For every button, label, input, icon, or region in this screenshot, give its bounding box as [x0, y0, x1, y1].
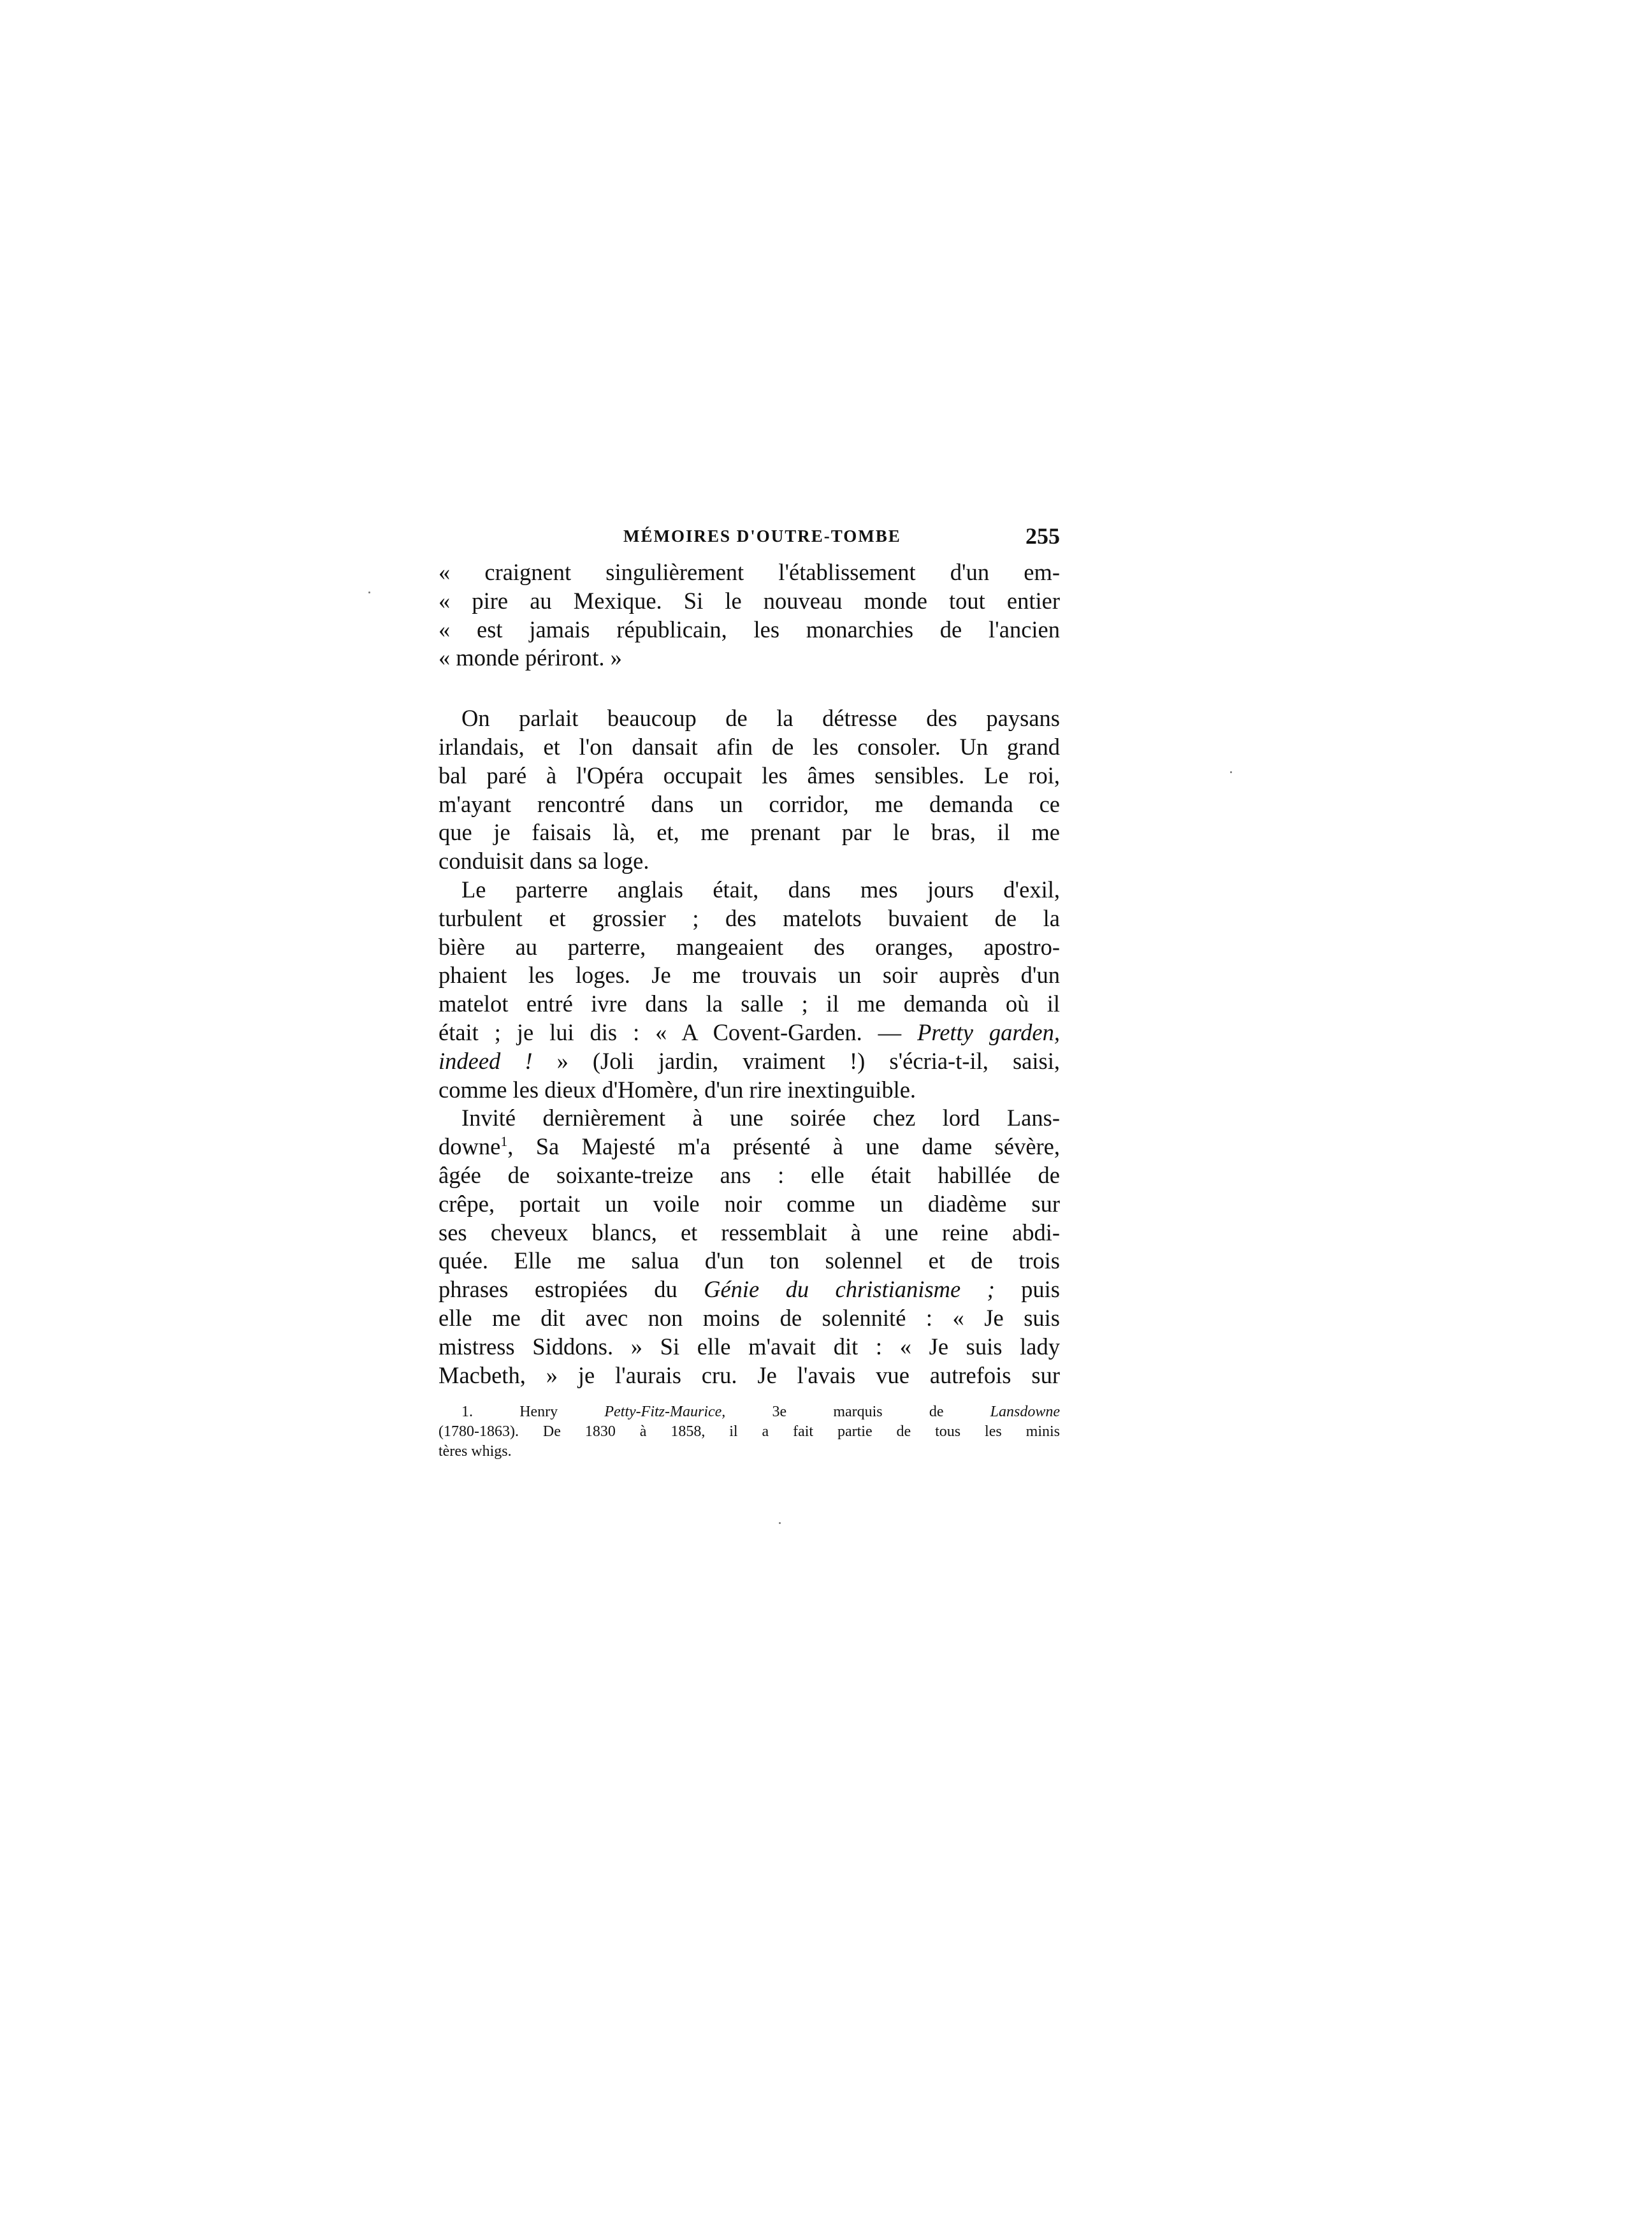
italic-phrase: Génie du christianisme ; [704, 1276, 995, 1303]
text-line: Invité dernièrement à une soirée chez lord Lans- [461, 1105, 1060, 1131]
text-segment: » (Joli jardin, vraiment !) s'écria-t-il, saisi, [532, 1047, 1060, 1074]
footnote [438, 1402, 1060, 1462]
text-line: Le parterre anglais était, dans mes jours d'exil, [461, 876, 1060, 903]
italic-phrase: indeed ! [438, 1047, 533, 1074]
text-line: quée. Elle me salua d'un ton solennel et de trois [438, 1247, 1060, 1274]
text-line: que je faisais là, et, me prenant par le bras, il me [438, 819, 1060, 846]
footnote-line [438, 1402, 1060, 1422]
text-line: Macbeth, » je l'aurais cru. Je l'avais vue autrefois sur [438, 1361, 1060, 1388]
text-line: turbulent et grossier ; des matelots buvaient de la [438, 904, 1060, 931]
footnote-line: tères whigs. [438, 1443, 512, 1460]
footnote-line: (1780-1863). De 1830 à 1858, il a fait partie de tous les minis [438, 1423, 1060, 1441]
footnote-text: 3e marquis de [772, 1404, 944, 1421]
text-line: matelot entré ivre dans la salle ; il me demanda où il [438, 991, 1060, 1017]
text-line [438, 1019, 1060, 1047]
text-line: conduisit dans sa loge. [438, 848, 649, 875]
scan-speck [779, 1522, 781, 1524]
scan-speck [368, 592, 370, 593]
section-gap [438, 672, 1060, 704]
quotation-continuation [438, 558, 1060, 672]
text-line: m'ayant rencontré dans un corridor, me demanda ce [438, 790, 1060, 817]
page-number: 255 [1025, 523, 1060, 549]
running-head [438, 523, 1060, 558]
text-line: On parlait beaucoup de la détresse des paysans [461, 705, 1060, 732]
text-line: elle me dit avec non moins de solennité : « Je suis [438, 1304, 1060, 1331]
text-line: « pire au Mexique. Si le nouveau monde tout entier [438, 587, 1060, 614]
footnote-italic: Lansdowne [990, 1404, 1061, 1421]
text-line [438, 1275, 1060, 1304]
text-block [438, 523, 1060, 1462]
text-segment: puis [1021, 1276, 1061, 1303]
italic-phrase: Pretty garden, [917, 1019, 1060, 1045]
paragraph [438, 876, 1060, 1104]
text-line: « est jamais républicain, les monarchies de l'ancien [438, 616, 1060, 642]
text-segment: phrases estropiées du [438, 1276, 677, 1303]
text-line: bière au parterre, mangeaient des oranges, apostro- [438, 933, 1060, 960]
scan-speck [1230, 771, 1232, 773]
text-segment: était ; je lui dis : « A Covent-Garden. — [438, 1019, 902, 1045]
text-line: irlandais, et l'on dansait afin de les consoler. Un grand [438, 733, 1060, 760]
text-line: crêpe, portait un voile noir comme un diadème sur [438, 1190, 1060, 1217]
text-line [438, 1133, 1060, 1161]
footnote-text: Henry [519, 1404, 558, 1421]
paragraph [438, 704, 1060, 876]
text-line: « monde périront. » [438, 644, 622, 671]
text-segment: , Sa Majesté m'a présenté à une dame sévère, [507, 1133, 1060, 1160]
text-line: ses cheveux blancs, et ressemblait à une reine abdi- [438, 1219, 1060, 1245]
text-segment: downe [438, 1133, 501, 1160]
text-line [438, 1047, 1060, 1076]
text-line: comme les dieux d'Homère, d'un rire inextinguible. [438, 1076, 917, 1103]
footnote-italic: Petty-Fitz-Maurice, [604, 1404, 726, 1421]
text-line: « craignent singulièrement l'établissement d'un em- [438, 559, 1060, 585]
footnote-marker: 1. [461, 1404, 473, 1421]
footnote-reference: 1 [500, 1133, 508, 1149]
text-line: phaient les loges. Je me trouvais un soir auprès d'un [438, 962, 1060, 989]
text-line: âgée de soixante-treize ans : elle était habillée de [438, 1161, 1060, 1188]
running-title: MÉMOIRES D'OUTRE-TOMBE [623, 526, 901, 546]
text-line: bal paré à l'Opéra occupait les âmes sensibles. Le roi, [438, 762, 1060, 788]
paragraph [438, 1104, 1060, 1390]
text-line: mistress Siddons. » Si elle m'avait dit : « Je suis lady [438, 1333, 1060, 1360]
